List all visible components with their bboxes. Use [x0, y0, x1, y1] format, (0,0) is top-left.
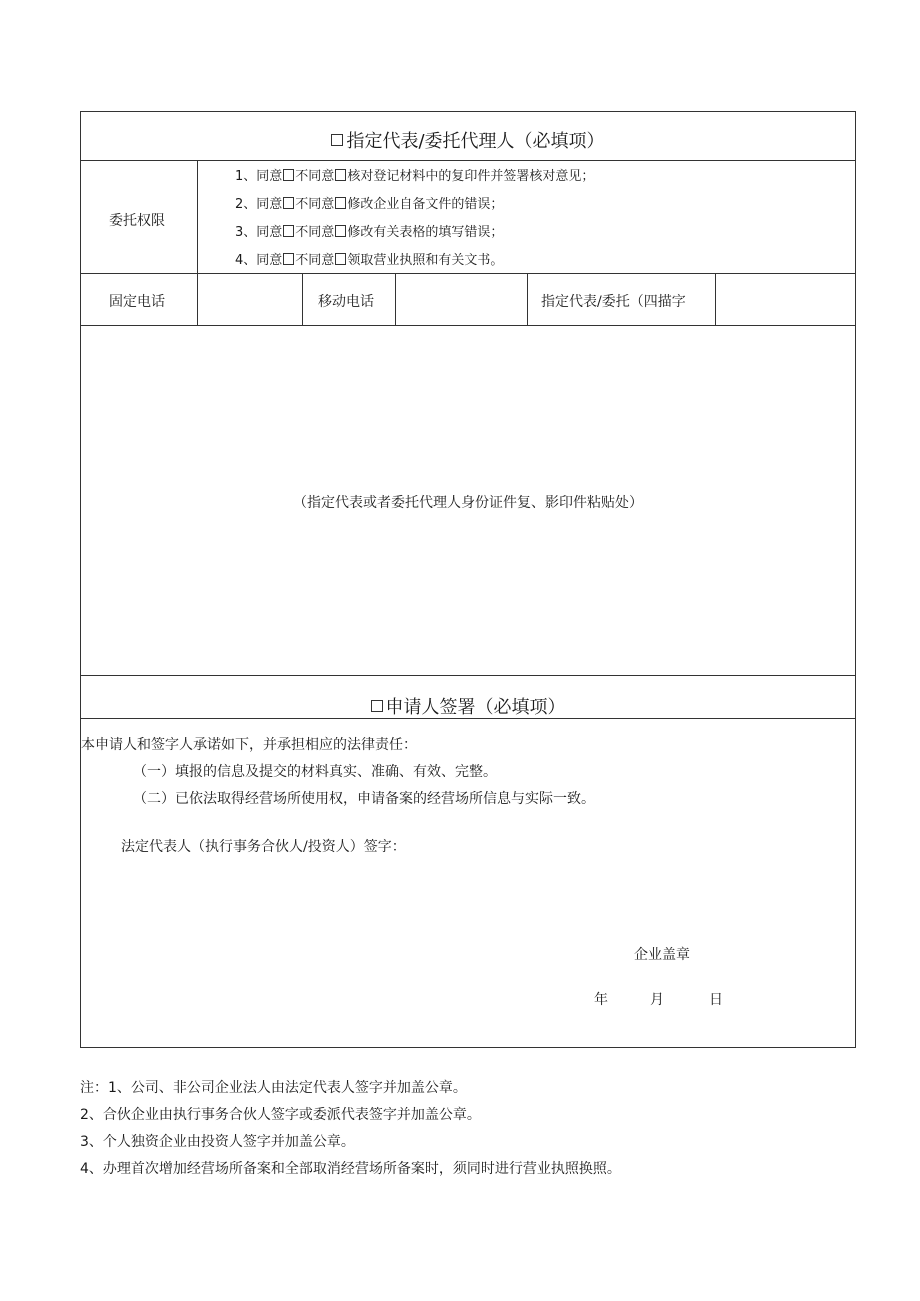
divider [81, 718, 855, 719]
checkbox-icon[interactable] [331, 134, 343, 146]
note-item: 4、办理首次增加经营场所备案和全部取消经营场所备案时，须同时进行营业执照换照。 [80, 1161, 621, 1177]
commitment-item: （二）已依法取得经营场所使用权，申请备案的经营场所信息与实际一致。 [133, 791, 595, 807]
registration-form-table [80, 111, 856, 1048]
authority-label: 委托权限 [109, 213, 165, 229]
divider [197, 273, 198, 325]
date-month-label: 月 [650, 992, 664, 1008]
note-item: 注：1、公司、非公司企业法人由法定代表人签字并加盖公章。 [80, 1080, 467, 1096]
mobile-phone-label: 移动电话 [318, 294, 374, 310]
id-copy-paste-area: （指定代表或者委托代理人身份证件复、影印件粘贴处） [293, 495, 643, 511]
note-item: 2、合伙企业由执行事务合伙人签字或委派代表签字并加盖公章。 [80, 1107, 481, 1123]
applicant-title-text: 申请人签署（必填项） [385, 697, 566, 718]
legal-rep-signature-label: 法定代表人（执行事务合伙人/投资人）签字： [121, 839, 406, 855]
permission-item: 3、同意 不同意 修改有关表格的填写错误； [235, 225, 504, 240]
permission-item: 2、同意 不同意 修改企业自备文件的错误； [235, 197, 504, 212]
delegate-section-title [81, 127, 855, 153]
divider [302, 273, 303, 325]
delegate-title-text: 指定代表/委托代理人（必填项） [346, 131, 605, 152]
agree-checkbox[interactable] [283, 169, 294, 181]
disagree-checkbox[interactable] [335, 169, 346, 181]
divider [197, 160, 198, 273]
divider [527, 273, 528, 325]
note-item: 3、个人独资企业由投资人签字并加盖公章。 [80, 1134, 355, 1150]
commitment-text: 本申请人和签字人承诺如下，并承担相应的法律责任： [81, 737, 417, 753]
agree-checkbox[interactable] [283, 253, 294, 265]
divider [395, 273, 396, 325]
agree-checkbox[interactable] [283, 197, 294, 209]
divider [81, 675, 855, 676]
date-day-label: 日 [709, 992, 723, 1008]
applicant-section-title [81, 693, 855, 719]
divider [81, 325, 855, 326]
date-year-label: 年 [594, 992, 608, 1008]
disagree-checkbox[interactable] [335, 197, 346, 209]
divider [715, 273, 716, 325]
disagree-checkbox[interactable] [335, 253, 346, 265]
delegate-signature-label: 指定代表/委托（四描字 [541, 294, 686, 310]
company-seal-label: 企业盖章 [634, 947, 690, 963]
fixed-phone-field[interactable] [203, 291, 299, 309]
fixed-phone-label: 固定电话 [109, 294, 165, 310]
notes-block [80, 1075, 621, 1183]
permission-item: 1、同意 不同意 核对登记材料中的复印件并签署核对意见； [235, 169, 595, 184]
disagree-checkbox[interactable] [335, 225, 346, 237]
commitment-item: （一）填报的信息及提交的材料真实、准确、有效、完整。 [133, 764, 497, 780]
checkbox-icon[interactable] [371, 700, 383, 712]
mobile-phone-field[interactable] [401, 291, 523, 309]
agree-checkbox[interactable] [283, 225, 294, 237]
delegate-signature-field[interactable] [721, 291, 849, 309]
permission-item: 4、同意 不同意 领取营业执照和有关文书。 [235, 253, 504, 268]
